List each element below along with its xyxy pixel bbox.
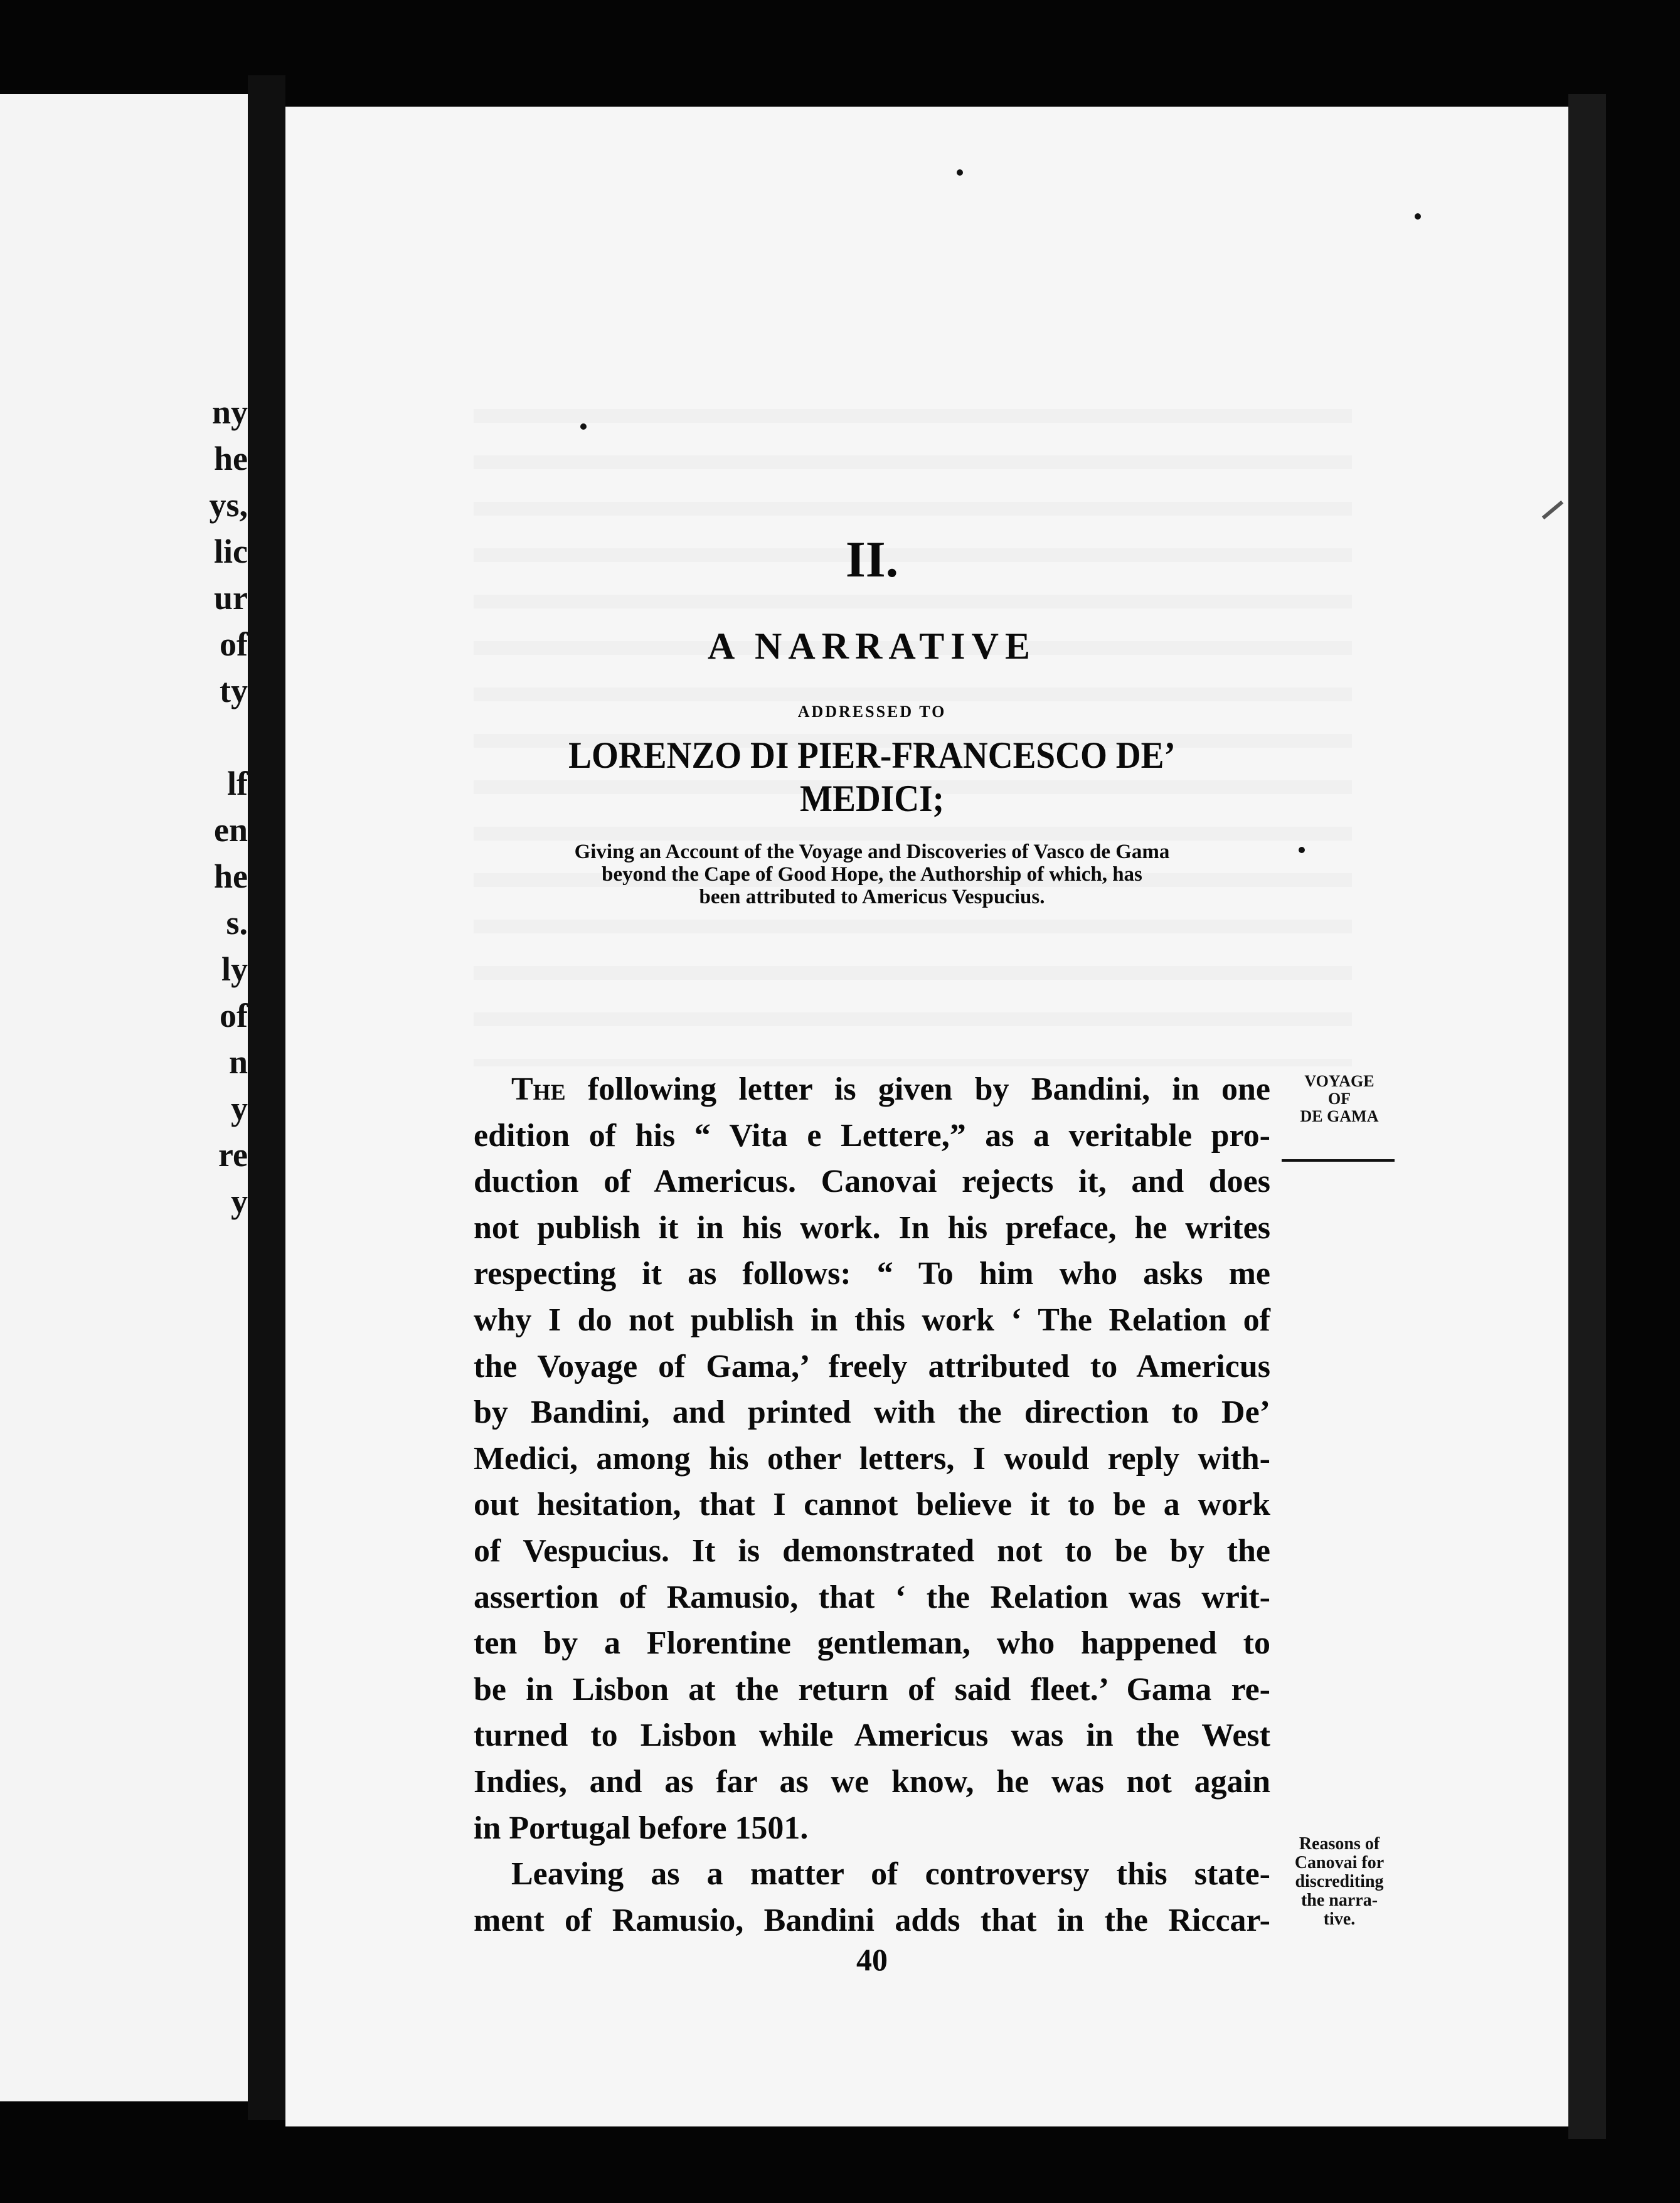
text-line: by Bandini, and printed with the direction to De’ (474, 1394, 1270, 1431)
fragment-line: of (220, 997, 248, 1034)
text-line (474, 1066, 1270, 1113)
text-line-rest: following letter is given by Bandini, in one (565, 1071, 1270, 1107)
text-line: why I do not publish in this work ‘ The Relation of (474, 1302, 1270, 1338)
fragment-line: lf (227, 765, 248, 802)
margin-note-rule (1282, 1159, 1395, 1162)
text-line: turned to Lisbon while Americus was in the West (474, 1717, 1270, 1754)
text-line: assertion of Ramusio, that ‘ the Relation was writ- (474, 1579, 1270, 1615)
addressed-to-line: ADDRESSED TO (797, 703, 947, 721)
margin-note-line: the narra- (1300, 1891, 1378, 1910)
first-word: The (511, 1071, 566, 1107)
fragment-line: re (218, 1136, 248, 1174)
text-line: be in Lisbon at the return of said fleet.’ Gama re- (474, 1671, 1270, 1707)
fragment-line: n (228, 1043, 248, 1081)
fragment-line: y (231, 1182, 248, 1220)
margin-note-line: OF (1327, 1090, 1351, 1108)
fragment-line: y (231, 1090, 248, 1127)
fragment-line: ur (214, 579, 248, 617)
fragment-line: ny (211, 393, 248, 431)
text-line: Leaving as a matter of controversy this state- (511, 1856, 1270, 1892)
ink-speck (580, 423, 587, 430)
margin-note-line: tive. (1323, 1909, 1356, 1929)
fragment-line: he (214, 440, 248, 477)
text-line: out hesitation, that I cannot believe it to be a work (474, 1487, 1270, 1523)
chapter-subtitle (511, 841, 1233, 908)
subtitle-line: been attributed to Americus Vespucius. (699, 886, 1045, 908)
margin-note-line: DE GAMA (1300, 1107, 1379, 1125)
ink-speck (1415, 213, 1421, 220)
fragment-line: en (214, 811, 248, 849)
body-text (474, 1066, 1270, 1943)
margin-note-line: discrediting (1295, 1872, 1384, 1891)
margin-note-line: VOYAGE (1304, 1072, 1374, 1090)
chapter-title: A NARRATIVE (708, 625, 1036, 667)
margin-note-voyage (1289, 1073, 1390, 1125)
page-number: 40 (856, 1942, 888, 1977)
page-edge-shadow (1568, 94, 1606, 2139)
margin-note-line: Reasons of (1299, 1834, 1380, 1854)
margin-note-reasons (1277, 1835, 1402, 1929)
ink-speck (957, 169, 963, 176)
fragment-line: ys, (209, 486, 248, 524)
text-line: the Voyage of Gama,’ freely attributed to Americus (474, 1348, 1270, 1384)
fragment-line: he (214, 857, 248, 895)
text-line: ten by a Florentine gentleman, who happened to (474, 1625, 1270, 1662)
text-line: duction of Americus. Canovai rejects it, and does (474, 1164, 1270, 1200)
fragment-line: of (220, 625, 248, 663)
fragment-line: ly (221, 950, 248, 988)
fragment-line (179, 714, 248, 760)
fragment-line: ty (220, 672, 248, 709)
subtitle-line: beyond the Cape of Good Hope, the Authorship of which, has (602, 863, 1142, 886)
margin-note-line: Canovai for (1294, 1853, 1385, 1872)
book-page (285, 107, 1568, 2126)
subtitle-line: Giving an Account of the Voyage and Discoveries of Vasco de Gama (574, 841, 1170, 863)
text-line: respecting it as follows: “ To him who asks me (474, 1256, 1270, 1292)
text-line: Medici, among his other letters, I would reply with- (474, 1440, 1270, 1477)
text-line: ment of Ramusio, Bandini adds that in the Riccar- (474, 1902, 1270, 1938)
text-line: Indies, and as far as we know, he was not again (474, 1763, 1270, 1800)
ink-speck (1299, 847, 1305, 853)
text-line: not publish it in his work. In his preface, he writes (474, 1209, 1270, 1246)
recipient-name: LORENZO DI PIER-FRANCESCO DE’ MEDICI; (568, 735, 1176, 819)
scan-scratch (1542, 501, 1563, 519)
left-facing-page (0, 94, 248, 2101)
chapter-numeral: II. (845, 531, 899, 588)
book-gutter (248, 75, 285, 2120)
fragment-line: s. (226, 904, 248, 942)
text-line: of Vespucius. It is demonstrated not to be by the (474, 1532, 1270, 1569)
text-line: in Portugal before 1501. (474, 1810, 809, 1846)
fragment-line: lic (214, 533, 248, 570)
text-line: edition of his “ Vita e Lettere,” as a veritable pro- (474, 1117, 1270, 1154)
bleed-through-text (474, 376, 1352, 1066)
left-page-text-fragments (179, 389, 248, 1224)
